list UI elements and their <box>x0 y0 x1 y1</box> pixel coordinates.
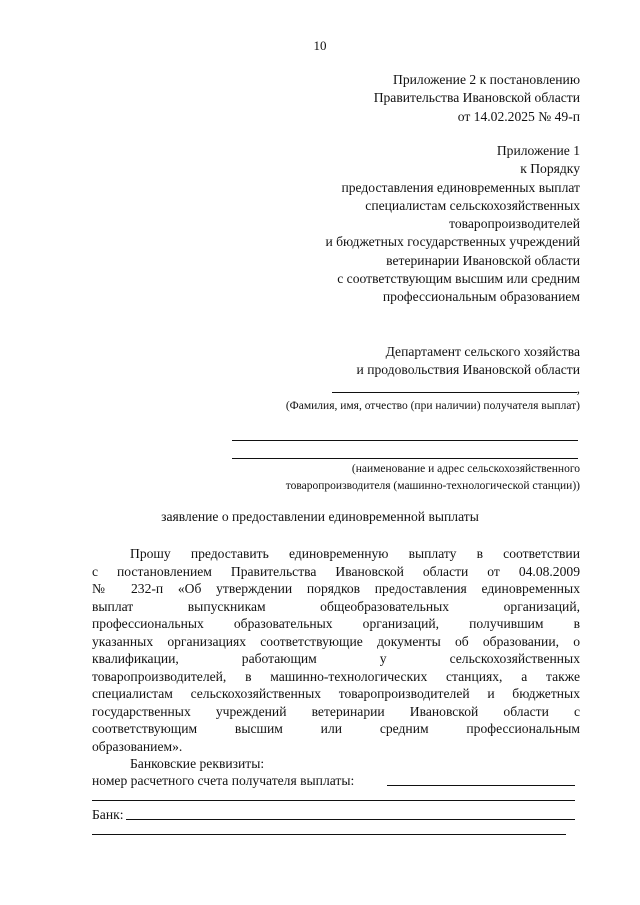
appendix-ref-line: к Порядку <box>520 161 580 177</box>
body-line: № 232-п «Об утверждении порядков предоставления единовременных <box>92 581 580 596</box>
appendix-ref-line: специалистам сельскохозяйственных <box>365 197 580 213</box>
recipient-name-row <box>286 380 580 398</box>
appendix-ref-line: предоставления единовременных выплат <box>341 179 580 195</box>
appendix-ref-line: товаропроизводителей <box>449 216 580 232</box>
account-number-field[interactable] <box>387 785 575 786</box>
appendix-header-line: Приложение 2 к постановлению <box>393 72 580 87</box>
comma: , <box>576 380 580 396</box>
appendix-reference <box>325 142 580 307</box>
application-body <box>92 545 580 755</box>
body-line: образованием». <box>92 738 183 754</box>
bank-name-field-continued[interactable] <box>92 834 566 835</box>
body-line: Прошу предоставить единовременную выплату в соответствии <box>130 546 580 561</box>
appendix-header-line: Правительства Ивановской области <box>373 90 580 106</box>
producer-line-2[interactable] <box>232 458 578 459</box>
page-number: 10 <box>313 38 327 53</box>
producer-caption-line: (наименование и адрес сельскохозяйственного <box>351 463 580 475</box>
document-title: заявление о предоставлении единовременной выплаты <box>161 509 479 524</box>
body-line: соответствующим высшим или средним профессиональным <box>92 721 580 736</box>
addressee-line: и продовольствия Ивановской области <box>356 362 580 378</box>
body-line: квалификации, работающим у сельскохозяйственных <box>92 651 580 666</box>
appendix-ref-line: и бюджетных государственных учреждений <box>325 234 580 250</box>
bank-details-heading: Банковские реквизиты: <box>130 756 265 771</box>
body-line: специалистам сельскохозяйственных товаропроизводителей и бюджетных <box>92 686 580 701</box>
addressee-line: Департамент сельского хозяйства <box>385 344 580 359</box>
recipient-name-field[interactable] <box>332 380 577 393</box>
appendix-ref-line: ветеринарии Ивановской области <box>386 252 580 268</box>
bank-label: Банк: <box>92 807 124 822</box>
producer-caption <box>286 461 580 495</box>
bank-name-field[interactable] <box>126 819 575 820</box>
appendix-header <box>374 71 580 126</box>
body-line: товаропроизводителей, в машинно-технологических станциях, а также <box>92 668 580 684</box>
addressee-block <box>286 343 580 414</box>
body-line: профессиональных образовательных организаций, получившим в <box>92 616 580 631</box>
body-line: с постановлением Правительства Ивановской области от 04.08.2009 <box>92 563 580 579</box>
body-line: выплат выпускникам общеобразовательных организаций, <box>92 598 580 614</box>
appendix-ref-line: профессиональным образованием <box>382 289 580 305</box>
appendix-header-line: от 14.02.2025 № 49-п <box>457 108 580 124</box>
account-number-field-continued[interactable] <box>92 800 575 801</box>
account-number-label: номер расчетного счета получателя выплаты: <box>92 773 355 788</box>
appendix-ref-line: Приложение 1 <box>496 143 580 158</box>
body-line: указанных организациях соответствующие документы об образовании, о <box>92 633 580 649</box>
appendix-ref-line: с соответствующим высшим или средним <box>337 271 580 287</box>
recipient-name-caption: (Фамилия, имя, отчество (при наличии) получателя выплат) <box>285 399 580 412</box>
producer-caption-line: товаропроизводителя (машинно-технологической станции)) <box>285 480 580 492</box>
producer-line-1[interactable] <box>232 440 578 441</box>
body-line: государственных учреждений ветеринарии Ивановской области с <box>92 703 580 719</box>
